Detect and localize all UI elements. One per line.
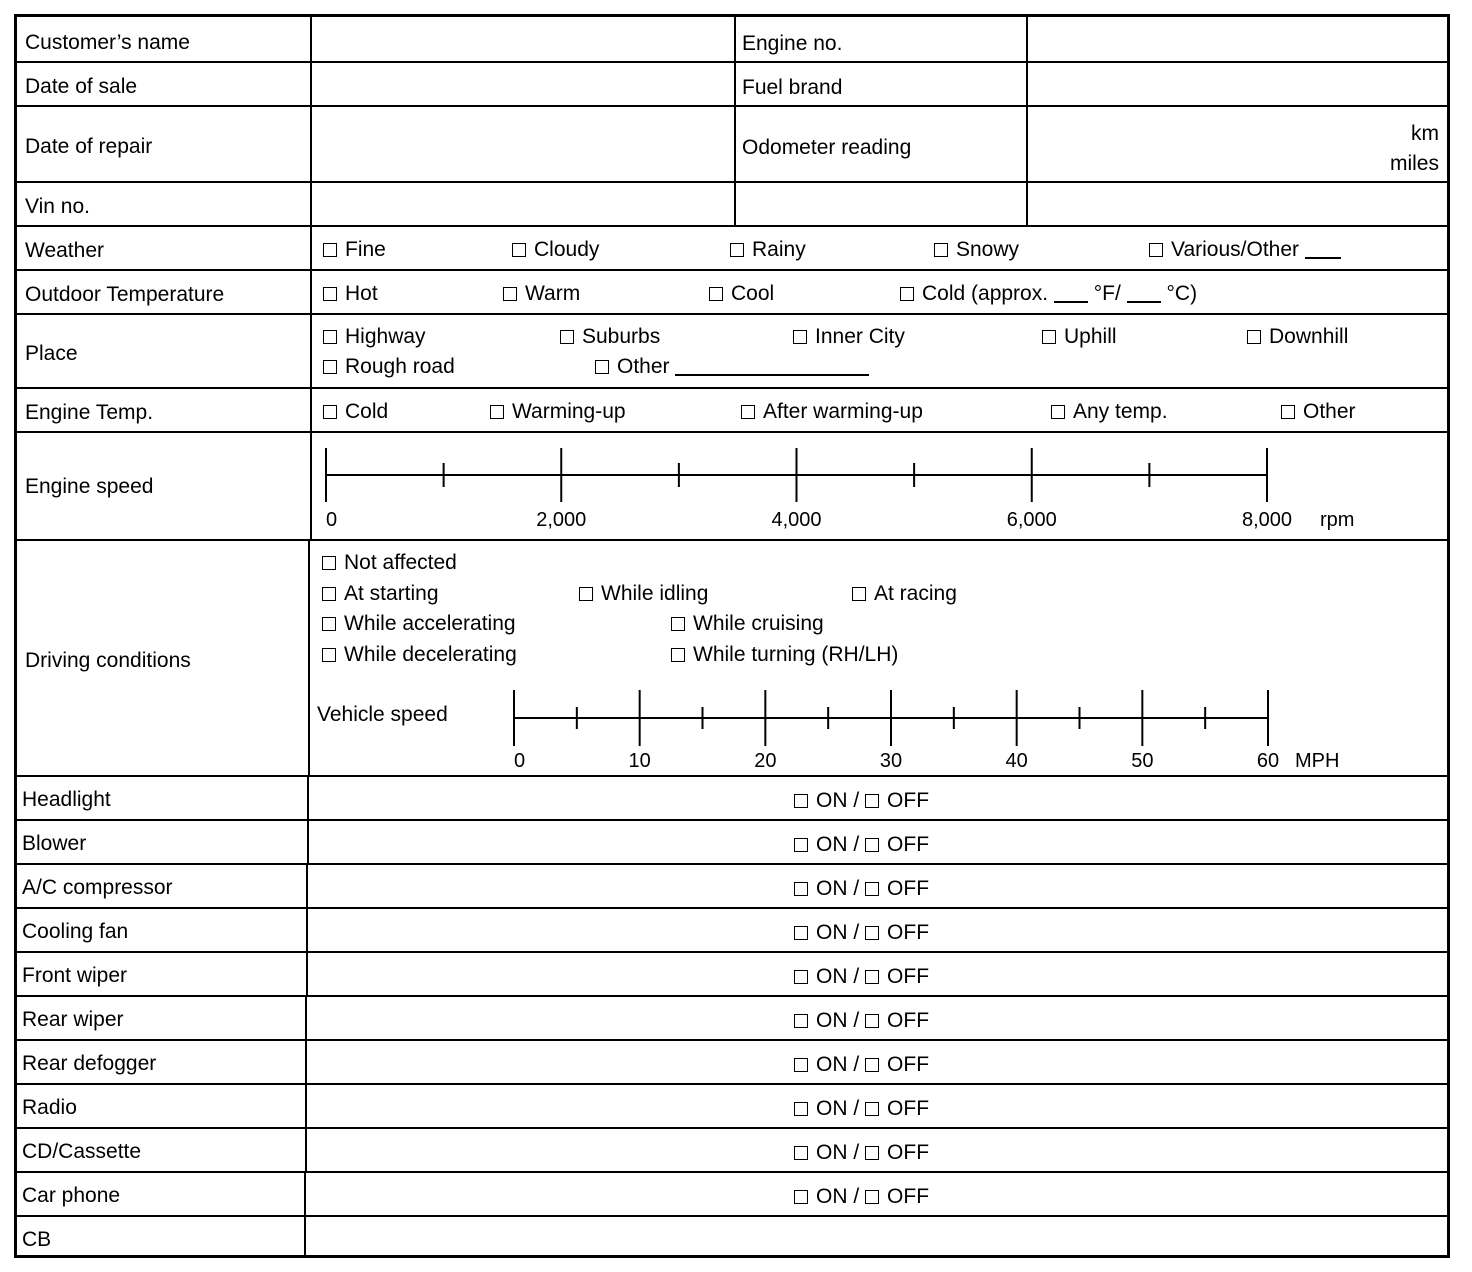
on-label: ON — [816, 1097, 848, 1120]
checkbox[interactable] — [560, 330, 574, 344]
place-option-label: Suburbs — [582, 325, 661, 348]
weather-other-blank[interactable] — [1305, 257, 1341, 259]
checkbox[interactable] — [793, 330, 807, 344]
date-of-sale-label: Date of sale — [25, 75, 138, 98]
engine-no-label: Engine no. — [742, 32, 843, 55]
fuel-brand-label: Fuel brand — [742, 76, 843, 99]
device-row — [17, 997, 1447, 1041]
place-option-label: Rough road — [345, 355, 455, 378]
off-checkbox[interactable] — [865, 1058, 879, 1072]
tick-label: 8,000 — [1241, 509, 1293, 531]
engine-temp-option-any-temp[interactable] — [1051, 401, 1168, 422]
on-off-toggle — [794, 1054, 929, 1075]
row-engine-temp — [17, 389, 1447, 433]
engine-temp-option-label: Cold — [345, 400, 389, 423]
on-checkbox[interactable] — [794, 926, 808, 940]
separator: / — [853, 1185, 860, 1208]
weather-option-label: Various/Other — [1171, 238, 1299, 261]
device-row — [17, 1173, 1447, 1217]
device-label: Rear wiper — [22, 1008, 124, 1031]
on-off-toggle — [794, 1098, 929, 1119]
fuel-brand-field[interactable] — [1028, 63, 1447, 105]
engine-temp-option-label: Any temp. — [1073, 400, 1168, 423]
off-checkbox[interactable] — [865, 882, 879, 896]
tick-label: 50 — [1131, 750, 1154, 772]
temp-f-blank[interactable] — [1054, 301, 1088, 303]
off-label: OFF — [887, 877, 930, 900]
on-checkbox[interactable] — [794, 1014, 808, 1028]
place-label: Place — [25, 342, 78, 365]
off-label: OFF — [887, 921, 930, 944]
driving-option-label: While cruising — [693, 612, 824, 635]
odometer-reading-field[interactable] — [1028, 107, 1447, 181]
on-label: ON — [816, 1141, 848, 1164]
on-label: ON — [816, 877, 848, 900]
place-option-label: Other — [617, 355, 670, 378]
device-row — [17, 1041, 1447, 1085]
on-label: ON — [816, 1009, 848, 1032]
separator: / — [853, 1141, 860, 1164]
temp-option-cold[interactable] — [900, 283, 1197, 304]
temp-c-blank[interactable] — [1127, 301, 1161, 303]
temp-option-warm[interactable] — [503, 283, 580, 304]
separator: / — [853, 1053, 860, 1076]
place-option-uphill[interactable] — [1042, 326, 1117, 347]
off-checkbox[interactable] — [865, 1146, 879, 1160]
separator: / — [853, 833, 860, 856]
off-label: OFF — [887, 965, 930, 988]
temp-option-label: Cold (approx. — [922, 282, 1049, 305]
separator: / — [853, 789, 860, 812]
off-checkbox[interactable] — [865, 794, 879, 808]
on-off-toggle — [794, 834, 929, 855]
on-label: ON — [816, 789, 848, 812]
checkbox[interactable] — [730, 243, 744, 257]
on-checkbox[interactable] — [794, 1146, 808, 1160]
device-row — [17, 1085, 1447, 1129]
temp-unit-c: °C) — [1166, 282, 1198, 305]
device-label: Car phone — [22, 1184, 121, 1207]
cb-label: CB — [22, 1228, 52, 1251]
off-label: OFF — [887, 1053, 930, 1076]
tick-label: 4,000 — [771, 509, 822, 531]
off-label: OFF — [887, 1185, 930, 1208]
off-checkbox[interactable] — [865, 1014, 879, 1028]
place-option-other[interactable] — [595, 356, 869, 377]
weather-option-various-other[interactable] — [1149, 239, 1341, 260]
vin-no-extra-field[interactable] — [736, 183, 1026, 225]
checkbox[interactable] — [503, 287, 517, 301]
device-row — [17, 821, 1447, 865]
device-label: Headlight — [22, 788, 111, 811]
on-off-toggle — [794, 878, 929, 899]
engine-temp-option-cold[interactable] — [323, 401, 388, 422]
customer-name-label: Customer’s name — [25, 31, 190, 54]
weather-option-snowy[interactable] — [934, 239, 1019, 260]
tick-label: 40 — [1005, 750, 1028, 772]
on-off-toggle — [794, 1010, 929, 1031]
off-label: OFF — [887, 789, 930, 812]
place-option-highway[interactable] — [323, 326, 426, 347]
customer-name-field[interactable] — [312, 17, 734, 61]
place-option-label: Highway — [345, 325, 426, 348]
driving-option-label: While idling — [601, 582, 709, 605]
outdoor-temp-label: Outdoor Temperature — [25, 283, 225, 306]
row-date-of-repair — [17, 107, 1447, 183]
device-label: Front wiper — [22, 964, 128, 987]
checkbox[interactable] — [934, 243, 948, 257]
off-label: OFF — [887, 1141, 930, 1164]
odometer-unit-km: km — [1411, 122, 1439, 145]
checkbox[interactable] — [1042, 330, 1056, 344]
separator: / — [853, 965, 860, 988]
row-date-of-sale — [17, 63, 1447, 107]
on-off-toggle — [794, 1186, 929, 1207]
off-checkbox[interactable] — [865, 926, 879, 940]
engine-temp-option-label: After warming-up — [763, 400, 923, 423]
device-label: A/C compressor — [22, 876, 173, 899]
row-vin-no — [17, 183, 1447, 227]
device-row — [17, 865, 1447, 909]
on-off-toggle — [794, 966, 929, 987]
off-checkbox[interactable] — [865, 970, 879, 984]
engine-temp-option-label: Other — [1303, 400, 1356, 423]
driving-option-label: While accelerating — [344, 612, 516, 635]
scale-unit-label: MPH — [1295, 750, 1340, 772]
weather-option-cloudy[interactable] — [512, 239, 599, 260]
row-outdoor-temperature — [17, 271, 1447, 315]
vin-no-field[interactable] — [312, 183, 734, 225]
scale-unit-label: rpm — [1320, 509, 1355, 531]
driving-option-label: While decelerating — [344, 643, 517, 666]
engine-no-field[interactable] — [1028, 17, 1447, 61]
diagnostic-worksheet — [14, 14, 1450, 1258]
checkbox[interactable] — [1051, 405, 1065, 419]
date-of-sale-field[interactable] — [312, 63, 734, 105]
separator: / — [853, 1097, 860, 1120]
odometer-reading-label: Odometer reading — [742, 136, 912, 159]
on-off-toggle — [794, 1142, 929, 1163]
place-option-label: Downhill — [1269, 325, 1349, 348]
engine-temp-option-label: Warming-up — [512, 400, 626, 423]
on-label: ON — [816, 921, 848, 944]
off-checkbox[interactable] — [865, 1102, 879, 1116]
row-engine-speed — [17, 433, 1447, 541]
tick-label: 10 — [628, 750, 651, 772]
device-label: Cooling fan — [22, 920, 129, 943]
off-label: OFF — [887, 833, 930, 856]
checkbox[interactable] — [323, 330, 337, 344]
place-option-label: Uphill — [1064, 325, 1117, 348]
separator: / — [853, 921, 860, 944]
device-label: Rear defogger — [22, 1052, 157, 1075]
device-row — [17, 1129, 1447, 1173]
date-of-repair-field[interactable] — [312, 107, 734, 181]
on-checkbox[interactable] — [794, 794, 808, 808]
vin-no-label: Vin no. — [25, 195, 90, 218]
temp-option-cool[interactable] — [709, 283, 774, 304]
row-customer-name — [17, 17, 1447, 63]
weather-option-label: Snowy — [956, 238, 1020, 261]
place-option-label: Inner City — [815, 325, 905, 348]
vehicle-speed-scale[interactable] — [310, 541, 1448, 775]
engine-temp-option-after-warming-up[interactable] — [741, 401, 923, 422]
tick-label: 60 — [1256, 750, 1280, 772]
separator: / — [853, 1009, 860, 1032]
engine-temp-label: Engine Temp. — [25, 401, 154, 424]
on-label: ON — [816, 965, 848, 988]
place-option-downhill[interactable] — [1247, 326, 1348, 347]
driving-option-label: At starting — [344, 582, 439, 605]
on-off-toggle — [794, 790, 929, 811]
row-driving-conditions — [17, 541, 1447, 777]
checkbox[interactable] — [709, 287, 723, 301]
tick-label: 20 — [754, 750, 777, 772]
tick-label: 0 — [326, 509, 338, 531]
checkbox[interactable] — [323, 243, 337, 257]
checkbox[interactable] — [900, 287, 914, 301]
on-label: ON — [816, 1053, 848, 1076]
temp-option-label: Cool — [731, 282, 775, 305]
on-checkbox[interactable] — [794, 838, 808, 852]
checkbox[interactable] — [323, 287, 337, 301]
driving-conditions-label: Driving conditions — [25, 649, 191, 672]
engine-speed-label: Engine speed — [25, 475, 154, 498]
on-label: ON — [816, 833, 848, 856]
weather-option-rainy[interactable] — [730, 239, 806, 260]
checkbox[interactable] — [1149, 243, 1163, 257]
checkbox[interactable] — [323, 360, 337, 374]
tick-label: 2,000 — [536, 509, 587, 531]
place-option-rough-road[interactable] — [323, 356, 455, 377]
driving-option-label: At racing — [874, 582, 957, 605]
weather-option-label: Fine — [345, 238, 386, 261]
device-label: Blower — [22, 832, 87, 855]
checkbox[interactable] — [512, 243, 526, 257]
separator: / — [853, 877, 860, 900]
weather-option-label: Rainy — [752, 238, 806, 261]
date-of-repair-label: Date of repair — [25, 135, 153, 158]
off-checkbox[interactable] — [865, 838, 879, 852]
engine-speed-scale[interactable] — [312, 433, 1448, 539]
temp-option-label: Warm — [525, 282, 581, 305]
device-label: CD/Cassette — [22, 1140, 142, 1163]
tick-label: 30 — [879, 750, 903, 772]
device-row — [17, 953, 1447, 997]
row-place — [17, 315, 1447, 389]
engine-temp-option-warming-up[interactable] — [490, 401, 626, 422]
off-label: OFF — [887, 1097, 930, 1120]
device-row — [17, 909, 1447, 953]
on-checkbox[interactable] — [794, 882, 808, 896]
vehicle-speed-label: Vehicle speed — [317, 703, 448, 726]
tick-label: 0 — [514, 750, 526, 772]
place-option-inner-city[interactable] — [793, 326, 905, 347]
tick-label: 6,000 — [1006, 509, 1057, 531]
weather-option-fine[interactable] — [323, 239, 386, 260]
checkbox[interactable] — [595, 360, 609, 374]
weather-label: Weather — [25, 239, 104, 262]
weather-option-label: Cloudy — [534, 238, 600, 261]
on-off-toggle — [794, 922, 929, 943]
row-weather — [17, 227, 1447, 271]
engine-temp-option-other[interactable] — [1281, 401, 1356, 422]
checkbox[interactable] — [323, 405, 337, 419]
row-cb — [17, 1217, 1447, 1258]
off-checkbox[interactable] — [865, 1190, 879, 1204]
cb-field[interactable] — [306, 1217, 1447, 1258]
checkbox[interactable] — [490, 405, 504, 419]
on-checkbox[interactable] — [794, 1102, 808, 1116]
temp-unit-f: °F/ — [1093, 282, 1121, 305]
checkbox[interactable] — [1281, 405, 1295, 419]
on-checkbox[interactable] — [794, 1058, 808, 1072]
temp-option-label: Hot — [345, 282, 378, 305]
on-label: ON — [816, 1185, 848, 1208]
checkbox[interactable] — [1247, 330, 1261, 344]
driving-option-label: While turning (RH/LH) — [693, 643, 899, 666]
odometer-unit-miles: miles — [1389, 152, 1439, 175]
off-label: OFF — [887, 1009, 930, 1032]
place-option-suburbs[interactable] — [560, 326, 660, 347]
temp-option-hot[interactable] — [323, 283, 378, 304]
on-checkbox[interactable] — [794, 970, 808, 984]
device-label: Radio — [22, 1096, 77, 1119]
place-other-blank[interactable] — [675, 374, 869, 376]
checkbox[interactable] — [741, 405, 755, 419]
on-checkbox[interactable] — [794, 1190, 808, 1204]
driving-option-label: Not affected — [344, 551, 457, 574]
device-row — [17, 777, 1447, 821]
